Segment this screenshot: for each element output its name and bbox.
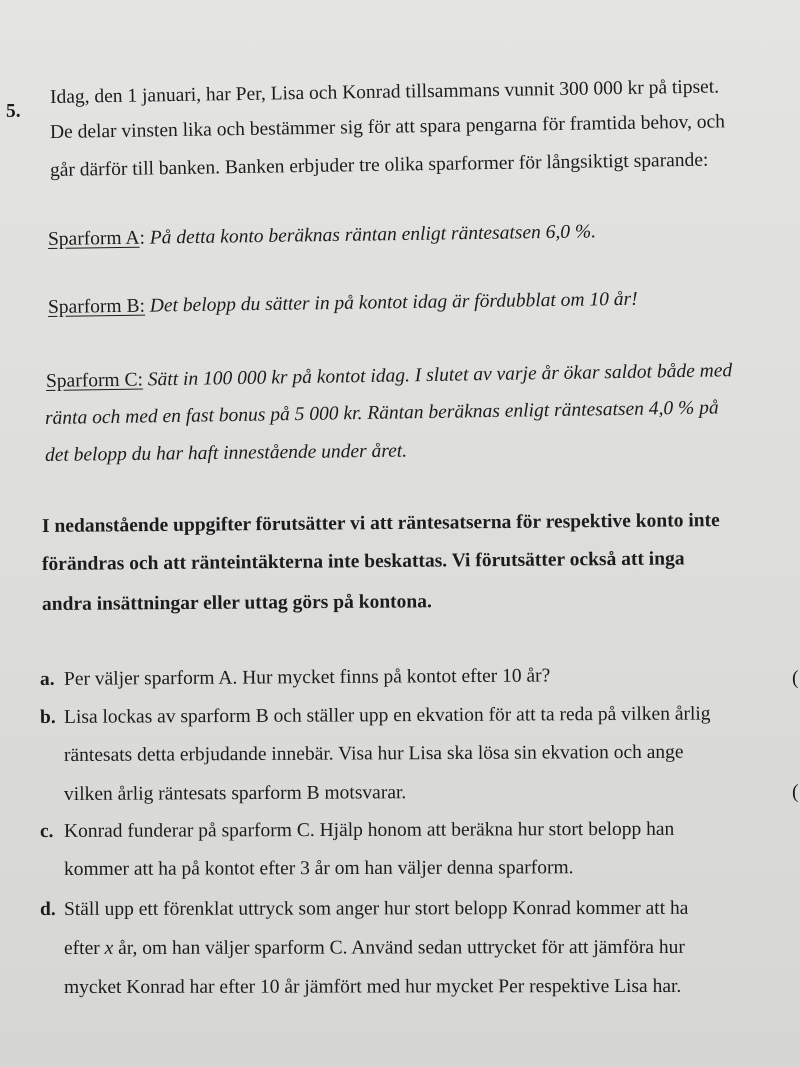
sparform-b-text: Det belopp du sätter in på kontot idag är fördubblat om 10 år! (144, 288, 638, 317)
subtask-a-text: Per väljer sparform A. Hur mycket finns på kontot efter 10 år? (63, 665, 551, 690)
subtask-d-text-3: mycket Konrad har efter 10 år jämfört med hur mycket Per respektive Lisa har. (63, 975, 682, 998)
sparform-b (48, 290, 638, 318)
sparform-c-label: Sparform C: (45, 369, 144, 392)
intro-line-3: går därför till banken. Banken erbjuder tre olika sparformer för långsiktigt sparande: (49, 149, 709, 181)
subtask-c-text-1: Konrad funderar på sparform C. Hjälp honom att beräkna hur stort belopp han (63, 818, 675, 842)
subtask-d (40, 899, 688, 920)
sparform-c-text-3: det belopp du har haft innestående under året. (44, 440, 408, 466)
subtask-d-letter: d. (39, 898, 56, 920)
subtask-b-text-2: räntesats detta erbjudande innebär. Visa hur Lisa ska lösa sin ekvation och ange (63, 741, 684, 766)
sparform-a-label: Sparform A (47, 227, 140, 250)
subtask-c-text-2: kommer att ha på kontot efter 3 år om han väljer denna sparform. (63, 857, 574, 880)
task-number: 5. (6, 101, 21, 122)
sparform-c-text-1: Sätt in 100 000 kr på kontot idag. I slutet av varje år ökar saldot både med (142, 360, 733, 391)
subtask-c (40, 820, 674, 842)
subtask-b-text-3: vilken årlig räntesats sparform B motsvarar. (63, 782, 407, 805)
subtask-a-letter: a. (39, 668, 55, 690)
subtask-d-text-2-end: år, om han väljer sparform C. Använd sedan uttrycket för att jämföra hur (113, 936, 685, 959)
conditions-line-3: andra insättningar eller uttag görs på kontona. (41, 591, 432, 615)
conditions-line-2: förändras och att ränteintäkterna inte beskattas. Vi förutsätter också att inga (41, 548, 685, 575)
subtask-d-text-1: Ställ upp ett förenklat uttryck som anger hur stort belopp Konrad kommer att ha (63, 897, 689, 920)
conditions-line-1: I nedanstående uppgifter förutsätter vi att räntesatserna för respektive konto inte (41, 510, 720, 537)
margin-mark-a: ( (792, 667, 799, 689)
subtask-a (40, 666, 550, 689)
sparform-a-text: På detta konto beräknas räntan enligt räntesatsen 6,0 %. (144, 221, 597, 249)
subtask-d-text-2-start: efter (63, 937, 105, 959)
sparform-c-text-2: ränta och med en fast bonus på 5 000 kr. Räntan beräknas enligt räntesatsen 4,0 % på (44, 397, 719, 429)
intro-line-2: De delar vinsten lika och bestämmer sig för att spara pengarna för framtida behov, och (49, 111, 726, 143)
intro-line-1: Idag, den 1 januari, har Per, Lisa och Konrad tillsammans vunnit 300 000 kr på tipset. (49, 76, 720, 108)
sparform-c (46, 361, 732, 391)
sparform-b-label: Sparform B: (47, 295, 146, 318)
subtask-d-text-2 (64, 938, 685, 959)
subtask-c-letter: c. (39, 820, 54, 842)
subtask-d-variable-x: x (104, 937, 114, 959)
sparform-a-separator: : (139, 227, 146, 249)
subtask-b-letter: b. (39, 706, 56, 728)
subtask-b-text-1: Lisa lockas av sparform B och ställer upp en ekvation för att ta reda på vilken årlig (63, 703, 711, 728)
subtask-b (40, 704, 711, 727)
margin-mark-b: ( (792, 781, 799, 803)
sparform-a (48, 222, 596, 249)
